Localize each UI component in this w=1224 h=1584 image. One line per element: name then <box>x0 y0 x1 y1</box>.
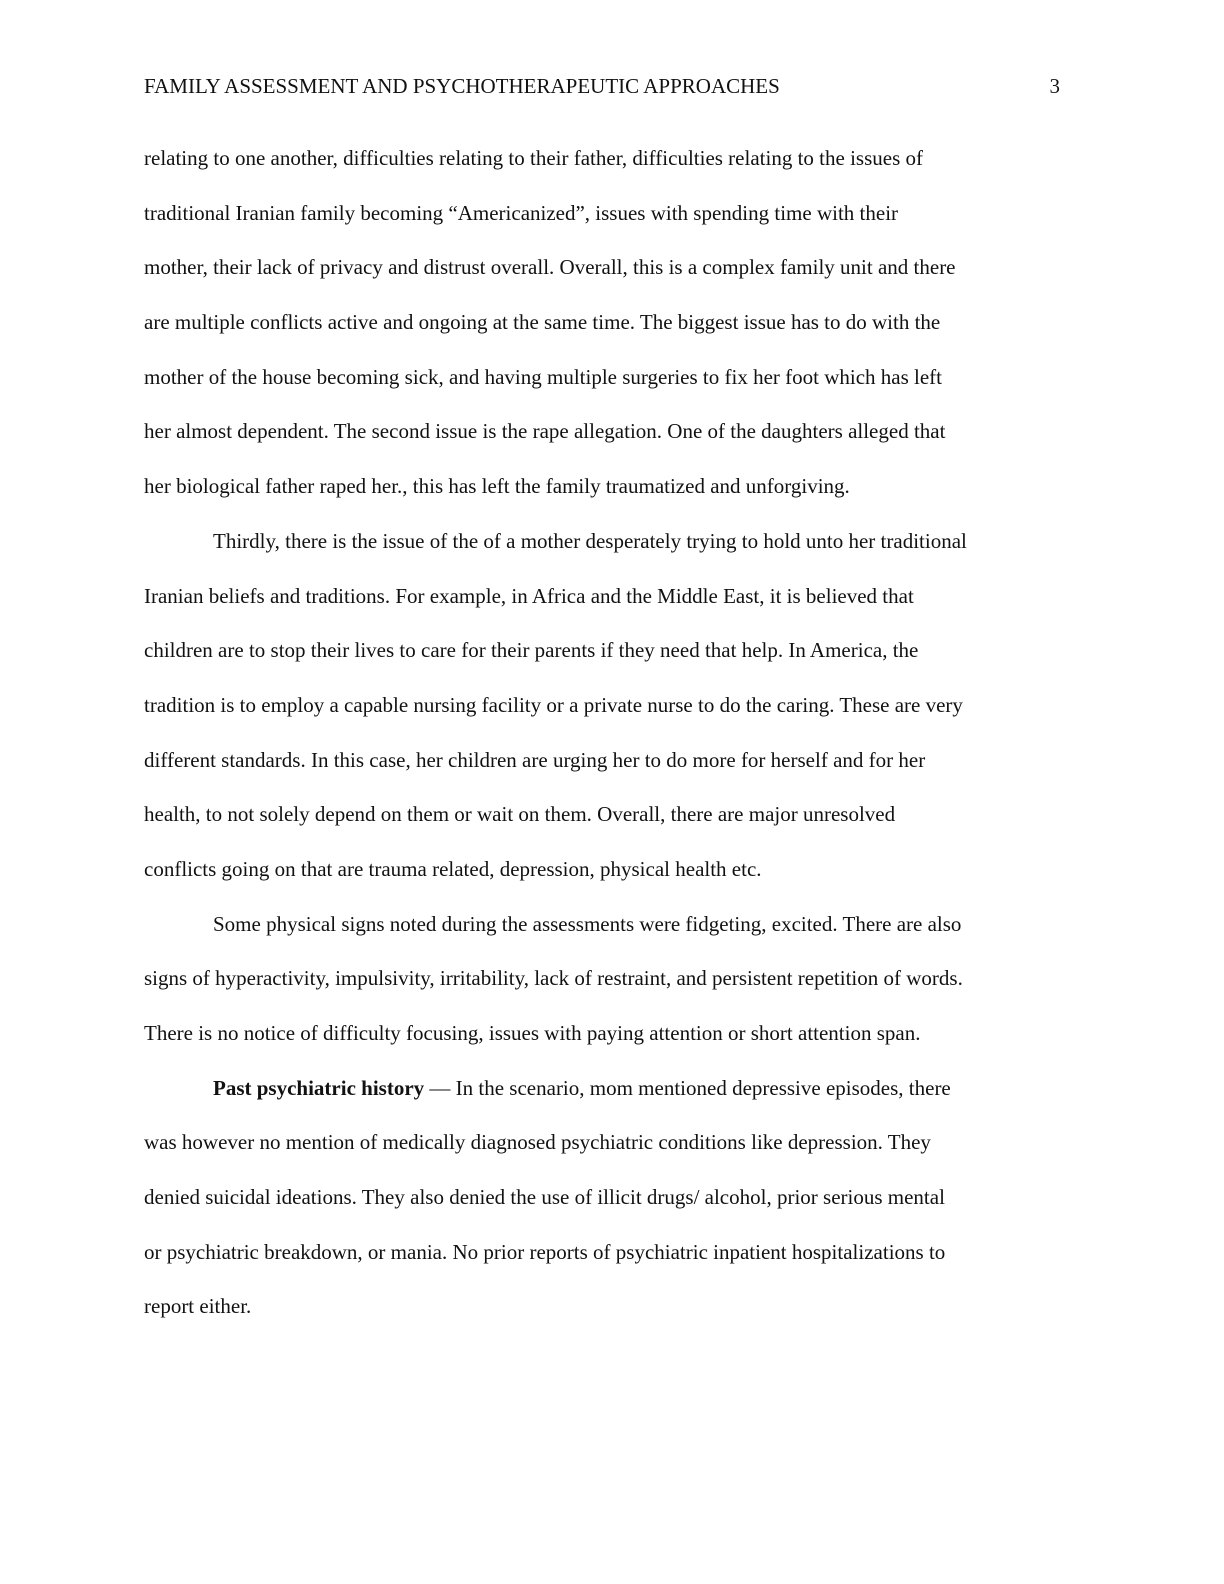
page-number: 3 <box>1049 74 1060 98</box>
text-line: conflicts going on that are trauma related, depression, physical health etc. <box>144 856 762 881</box>
text-line <box>144 1061 1080 1116</box>
text-line: children are to stop their lives to care for their parents if they need that help. In America, the <box>144 638 919 663</box>
text-line: mother, their lack of privacy and distrust overall. Overall, this is a complex family unit and there <box>144 255 956 280</box>
text-line: signs of hyperactivity, impulsivity, irritability, lack of restraint, and persistent repetition of words. <box>144 966 963 991</box>
running-head-title: FAMILY ASSESSMENT AND PSYCHOTHERAPEUTIC APPROACHES <box>144 74 780 98</box>
text-line: are multiple conflicts active and ongoing at the same time. The biggest issue has to do with the <box>144 310 941 335</box>
paragraph-psychiatric-history <box>144 1061 1080 1334</box>
paragraph-family-issues <box>144 131 1080 514</box>
text-line: her biological father raped her., this has left the family traumatized and unforgiving. <box>144 474 850 499</box>
document-body <box>144 131 1080 1334</box>
text-line: different standards. In this case, her children are urging her to do more for herself and for her <box>144 747 926 772</box>
text-run: — In the scenario, mom mentioned depressive episodes, there <box>424 1075 951 1100</box>
text-line: traditional Iranian family becoming “Americanized”, issues with spending time with their <box>144 200 899 225</box>
text-line: Thirdly, there is the issue of the of a mother desperately trying to hold unto her traditional <box>213 528 967 553</box>
text-line: There is no notice of difficulty focusing, issues with paying attention or short attention span. <box>144 1021 921 1045</box>
text-line: denied suicidal ideations. They also denied the use of illicit drugs/ alcohol, prior serious mental <box>144 1185 945 1210</box>
text-line: report either. <box>144 1294 252 1319</box>
text-line: Some physical signs noted during the assessments were fidgeting, excited. There are also <box>213 911 962 936</box>
text-line: health, to not solely depend on them or wait on them. Overall, there are major unresolved <box>144 802 896 827</box>
text-line: tradition is to employ a capable nursing facility or a private nurse to do the caring. These are very <box>144 692 963 717</box>
text-line: or psychiatric breakdown, or mania. No prior reports of psychiatric inpatient hospitalizations to <box>144 1239 946 1264</box>
text-line: her almost dependent. The second issue is the rape allegation. One of the daughters alleged that <box>144 419 946 444</box>
text-line: relating to one another, difficulties relating to their father, difficulties relating to the issues of <box>144 146 923 170</box>
section-heading: Past psychiatric history <box>213 1075 425 1100</box>
paragraph-traditions <box>144 514 1080 897</box>
text-line: was however no mention of medically diagnosed psychiatric conditions like depression. They <box>144 1130 931 1155</box>
text-line: Iranian beliefs and traditions. For example, in Africa and the Middle East, it is believed that <box>144 583 914 608</box>
text-line: mother of the house becoming sick, and having multiple surgeries to fix her foot which has left <box>144 364 943 389</box>
running-head <box>144 70 1060 102</box>
paragraph-physical-signs <box>144 897 1080 1061</box>
